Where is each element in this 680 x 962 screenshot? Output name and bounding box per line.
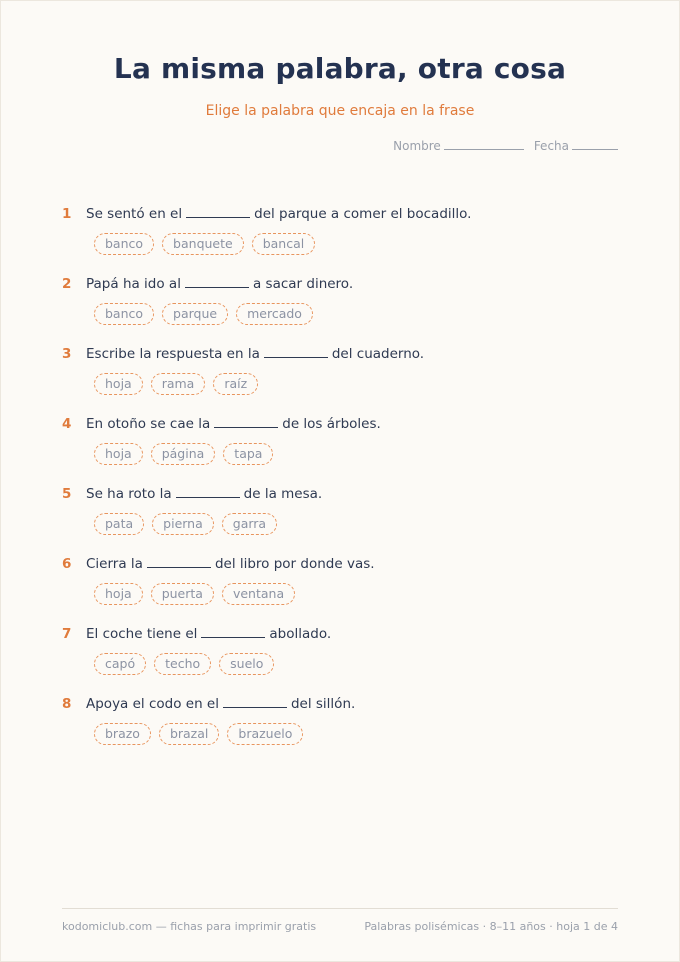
sentence-after: de los árboles. [282, 416, 381, 432]
exercise-sentence [62, 206, 618, 226]
sentence-before: En otoño se cae la [86, 416, 211, 432]
sentence-before: Papá ha ido al [86, 276, 181, 292]
date-label: Fecha [533, 139, 569, 153]
word-options [94, 513, 618, 535]
word-option-chip[interactable]: banquete [162, 233, 244, 255]
sentence-after: abollado. [269, 626, 332, 642]
answer-blank[interactable] [186, 207, 250, 218]
word-option-chip[interactable]: brazal [159, 723, 219, 745]
sentence-after: a sacar dinero. [252, 276, 354, 292]
exercise-number: 3 [62, 346, 72, 362]
sentence-before: Se sentó en el [86, 206, 183, 222]
exercise-item [62, 696, 618, 766]
date-blank[interactable] [572, 139, 618, 150]
footer-site: kodomiclub.com — fichas para imprimir gratis [62, 920, 317, 933]
exercise-sentence [62, 486, 618, 506]
exercise-item [62, 486, 618, 556]
word-option-chip[interactable]: pata [94, 513, 144, 535]
word-option-chip[interactable]: parque [162, 303, 228, 325]
word-options [94, 723, 618, 745]
footer-info: Palabras polisémicas · 8–11 años · hoja 1 de 4 [364, 920, 618, 933]
exercise-item [62, 416, 618, 486]
exercise-item [62, 556, 618, 626]
word-option-chip[interactable]: hoja [94, 443, 143, 465]
exercise-sentence [62, 416, 618, 436]
exercise-item [62, 346, 618, 416]
word-option-chip[interactable]: brazo [94, 723, 151, 745]
word-options [94, 443, 618, 465]
word-option-chip[interactable]: pierna [152, 513, 214, 535]
exercise-sentence [62, 556, 618, 576]
sentence-after: del parque a comer el bocadillo. [254, 206, 472, 222]
exercise-list [62, 206, 618, 766]
word-option-chip[interactable]: hoja [94, 373, 143, 395]
exercise-item [62, 626, 618, 696]
answer-blank[interactable] [185, 277, 249, 288]
exercise-sentence [62, 626, 618, 646]
name-date-fields [393, 139, 618, 153]
sentence-before: Cierra la [86, 556, 143, 572]
word-option-chip[interactable]: página [151, 443, 216, 465]
exercise-number: 8 [62, 696, 72, 712]
exercise-sentence [62, 696, 618, 716]
word-option-chip[interactable]: banco [94, 303, 154, 325]
sentence-after: del libro por donde vas. [214, 556, 375, 572]
answer-blank[interactable] [214, 417, 278, 428]
name-blank[interactable] [444, 139, 524, 150]
word-options [94, 583, 618, 605]
sentence-after: del sillón. [290, 696, 356, 712]
name-label: Nombre [393, 139, 441, 153]
answer-blank[interactable] [147, 557, 211, 568]
exercise-number: 5 [62, 486, 72, 502]
exercise-sentence [62, 276, 618, 296]
word-option-chip[interactable]: capó [94, 653, 146, 675]
word-option-chip[interactable]: brazuelo [227, 723, 303, 745]
exercise-number: 7 [62, 626, 72, 642]
page-subtitle: Elige la palabra que encaja en la frase [205, 103, 475, 119]
word-option-chip[interactable]: banco [94, 233, 154, 255]
exercise-number: 2 [62, 276, 72, 292]
word-options [94, 653, 618, 675]
sentence-before: El coche tiene el [86, 626, 198, 642]
word-option-chip[interactable]: hoja [94, 583, 143, 605]
name-field[interactable] [393, 139, 524, 153]
answer-blank[interactable] [201, 627, 265, 638]
word-option-chip[interactable]: ventana [222, 583, 295, 605]
word-option-chip[interactable]: mercado [236, 303, 313, 325]
word-options [94, 373, 618, 395]
word-option-chip[interactable]: bancal [252, 233, 316, 255]
sentence-before: Se ha roto la [86, 486, 172, 502]
word-option-chip[interactable]: garra [222, 513, 277, 535]
exercise-number: 1 [62, 206, 72, 222]
date-field[interactable] [534, 139, 618, 153]
footer-divider [62, 908, 618, 909]
exercise-sentence [62, 346, 618, 366]
word-option-chip[interactable]: techo [154, 653, 211, 675]
sentence-before: Apoya el codo en el [86, 696, 219, 712]
exercise-item [62, 206, 618, 276]
exercise-item [62, 276, 618, 346]
exercise-number: 4 [62, 416, 72, 432]
word-option-chip[interactable]: rama [151, 373, 206, 395]
page-title: La misma palabra, otra cosa [113, 52, 567, 85]
exercise-number: 6 [62, 556, 72, 572]
sentence-before: Escribe la respuesta en la [86, 346, 260, 362]
word-options [94, 233, 618, 255]
sentence-after: del cuaderno. [331, 346, 425, 362]
word-options [94, 303, 618, 325]
sentence-after: de la mesa. [243, 486, 323, 502]
answer-blank[interactable] [264, 347, 328, 358]
word-option-chip[interactable]: suelo [219, 653, 274, 675]
word-option-chip[interactable]: puerta [151, 583, 214, 605]
word-option-chip[interactable]: tapa [223, 443, 273, 465]
word-option-chip[interactable]: raíz [213, 373, 258, 395]
answer-blank[interactable] [223, 697, 287, 708]
answer-blank[interactable] [176, 487, 240, 498]
